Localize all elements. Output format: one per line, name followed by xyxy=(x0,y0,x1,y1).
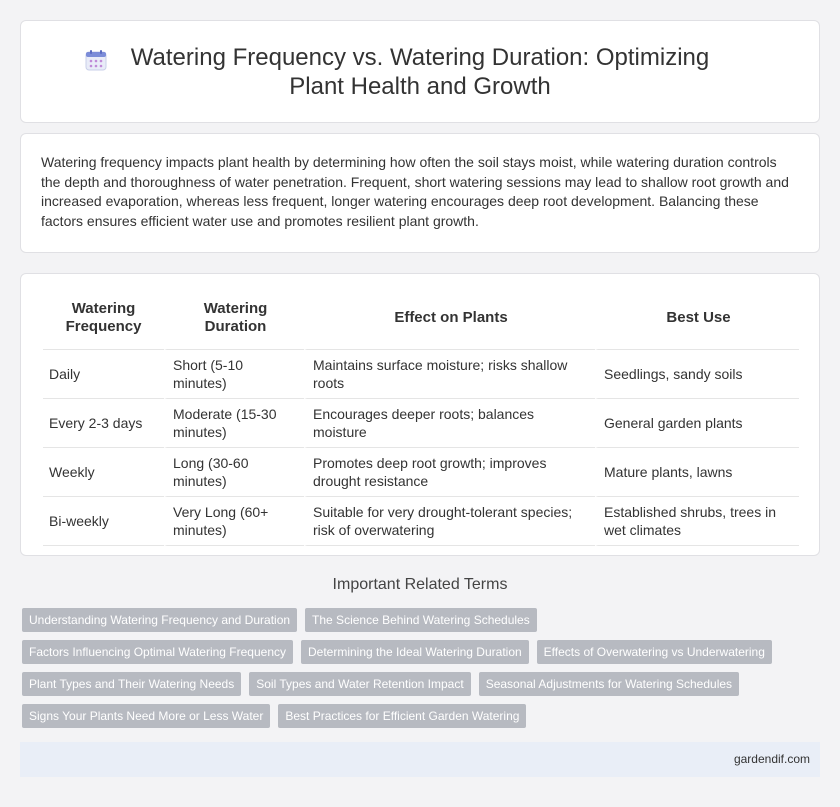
related-terms-list xyxy=(22,608,822,736)
cell-effect: Encourages deeper roots; balances moisture xyxy=(304,399,595,448)
cell-best-use: General garden plants xyxy=(595,399,799,448)
footer xyxy=(20,742,820,777)
footer-site-link[interactable]: gardendif.com xyxy=(733,752,810,766)
table-row xyxy=(43,399,799,448)
cell-duration: Long (30-60 minutes) xyxy=(164,448,304,497)
cell-frequency: Every 2-3 days xyxy=(43,399,164,448)
header-effect-on-plants: Effect on Plants xyxy=(304,286,595,350)
comparison-table xyxy=(43,286,799,546)
cell-frequency: Weekly xyxy=(43,448,164,497)
related-terms-heading: Important Related Terms xyxy=(332,576,508,593)
related-term-link[interactable]: Plant Types and Their Watering Needs xyxy=(22,672,241,696)
table-row xyxy=(43,448,799,497)
cell-frequency: Daily xyxy=(43,350,164,399)
table-row xyxy=(43,497,799,546)
cell-duration: Very Long (60+ minutes) xyxy=(164,497,304,546)
header-watering-frequency: Watering Frequency xyxy=(43,286,164,350)
cell-effect: Promotes deep root growth; improves drought resistance xyxy=(304,448,595,497)
intro-paragraph: Watering frequency impacts plant health by determining how often the soil stays moist, while watering duration controls the depth and thoroughness of water penetration. Frequent, short watering sessions may lead to shallow root growth and increased evaporation, whereas less frequent, longer watering encourages deep root development. Balancing these factors ensures efficient water use and promotes resilient plant growth. xyxy=(41,154,789,229)
related-term-link[interactable]: The Science Behind Watering Schedules xyxy=(305,608,537,632)
related-term-link[interactable]: Understanding Watering Frequency and Duration xyxy=(22,608,297,632)
related-term-link[interactable]: Determining the Ideal Watering Duration xyxy=(301,640,529,664)
cell-duration: Short (5-10 minutes) xyxy=(164,350,304,399)
comparison-table-card xyxy=(20,273,820,556)
related-term-link[interactable]: Effects of Overwatering vs Underwatering xyxy=(537,640,772,664)
related-term-link[interactable]: Best Practices for Efficient Garden Watering xyxy=(278,704,526,728)
cell-best-use: Mature plants, lawns xyxy=(595,448,799,497)
cell-best-use: Seedlings, sandy soils xyxy=(595,350,799,399)
cell-effect: Suitable for very drought-tolerant species; risk of overwatering xyxy=(304,497,595,546)
cell-duration: Moderate (15-30 minutes) xyxy=(164,399,304,448)
related-term-link[interactable]: Seasonal Adjustments for Watering Schedules xyxy=(479,672,739,696)
header-watering-duration: Watering Duration xyxy=(164,286,304,350)
cell-best-use: Established shrubs, trees in wet climates xyxy=(595,497,799,546)
header-card xyxy=(20,20,820,123)
page-title: Watering Frequency vs. Watering Duration: Optimizing Plant Health and Growth xyxy=(130,43,710,100)
table-header-row xyxy=(43,286,799,350)
cell-effect: Maintains surface moisture; risks shallow roots xyxy=(304,350,595,399)
related-term-link[interactable]: Soil Types and Water Retention Impact xyxy=(249,672,470,696)
table-row xyxy=(43,350,799,399)
cell-frequency: Bi-weekly xyxy=(43,497,164,546)
related-term-link[interactable]: Signs Your Plants Need More or Less Water xyxy=(22,704,270,728)
intro-card xyxy=(20,133,820,253)
header-best-use: Best Use xyxy=(595,286,799,350)
related-term-link[interactable]: Factors Influencing Optimal Watering Frequency xyxy=(22,640,293,664)
